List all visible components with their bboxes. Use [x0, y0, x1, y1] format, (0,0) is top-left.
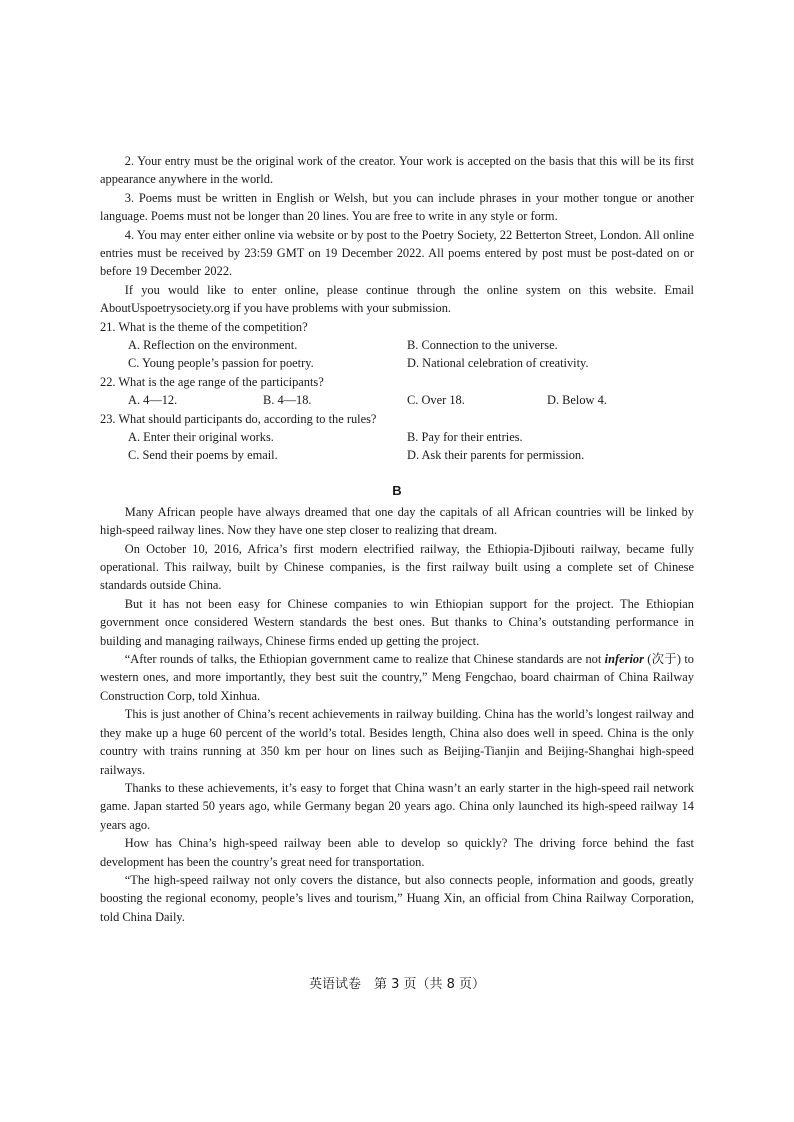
- quote-text: “After rounds of talks, the Ethiopian government came to realize that Chinese standards are not: [124, 652, 605, 667]
- question-stem: 22. What is the age range of the participants?: [100, 374, 324, 389]
- option-a: A. 4—12.: [128, 393, 178, 408]
- passage-paragraph: Thanks to these achievements, it’s easy to forget that China wasn’t an early starter in the high-speed rail network game. Japan started 50 years ago, while Germany began 20 years ago. China only launched its high-speed railway 14 years ago.: [100, 780, 694, 832]
- page-footer: 英语试卷 第 3 页（共 8 页）: [308, 977, 486, 992]
- passage-paragraph: “The high-speed railway not only covers the distance, but also connects people, information and goods, greatly boosting the regional economy, people’s lives and tourism,” Huang Xin, an official from China Railway Corporation, told China Daily.: [100, 872, 694, 924]
- option-c: C. Send their poems by email.: [128, 448, 278, 463]
- question-stem: 23. What should participants do, according to the rules?: [100, 411, 377, 426]
- question-22: [100, 373, 694, 410]
- option-c: C. Over 18.: [407, 393, 465, 408]
- option-a: A. Reflection on the environment.: [128, 338, 298, 353]
- option-a: A. Enter their original works.: [128, 430, 274, 445]
- passage-paragraph: On October 10, 2016, Africa’s first modern electrified railway, the Ethiopia-Djibouti railway, became fully operational. This railway, built by Chinese companies, is the first railway built using a complete set of Chinese standards outside China.: [100, 541, 694, 593]
- question-23: [100, 410, 694, 465]
- passage-paragraph: [100, 650, 694, 705]
- passage-paragraph: How has China’s high-speed railway been able to develop so quickly? The driving force behind the fast development has been the country’s great need for transportation.: [100, 836, 694, 869]
- option-b: B. Pay for their entries.: [407, 430, 523, 445]
- passage-paragraph: This is just another of China’s recent achievements in railway building. China has the world’s longest railway and they make up a huge 60 percent of the world’s total. Besides length, China also does well in speed. China is the only country with trains running at 350 km per hour on lines such as Beijing-Tianjin and Beijing-Shanghai high-speed railways.: [100, 707, 694, 777]
- rule-paragraph: If you would like to enter online, please continue through the online system on this website. Email AboutUspoetrysociety.org if you have problems with your submission.: [100, 282, 694, 316]
- vocab-word: inferior: [604, 652, 644, 667]
- option-b: B. 4—18.: [263, 393, 312, 408]
- option-d: D. Ask their parents for permission.: [407, 448, 585, 463]
- passage-paragraph: But it has not been easy for Chinese companies to win Ethiopian support for the project. The Ethiopian government once considered Western standards the best ones. But thanks to China’s outstanding performance in building and managing railways, Chinese firms ended up getting the project.: [100, 596, 694, 648]
- option-d: D. National celebration of creativity.: [407, 356, 589, 371]
- quote-text: (次于) to western ones, and more importantly, they best suit the country,” Meng Fengchao, board chairman of China Railway Construction Corp, told Xinhua.: [100, 652, 694, 703]
- option-c: C. Young people’s passion for poetry.: [128, 356, 314, 371]
- rule-paragraph: 2. Your entry must be the original work of the creator. Your work is accepted on the basis that this will be its first appearance anywhere in the world.: [100, 154, 694, 187]
- option-d: D. Below 4.: [547, 393, 607, 408]
- option-b: B. Connection to the universe.: [407, 338, 558, 353]
- exam-page: [100, 152, 694, 926]
- rule-paragraph: 4. You may enter either online via website or by post to the Poetry Society, 22 Betterton Street, London. All online entries must be received by 23:59 GMT on 19 December 2022. All poems entered by post must be post-dated on or before 19 December 2022.: [100, 227, 694, 279]
- question-stem: 21. What is the theme of the competition?: [100, 319, 308, 334]
- passage-paragraph: Many African people have always dreamed that one day the capitals of all African countries will be linked by high-speed railway lines. Now they have one step closer to realizing that dream.: [100, 504, 694, 538]
- section-heading: B: [392, 482, 402, 498]
- question-21: [100, 318, 694, 373]
- rule-paragraph: 3. Poems must be written in English or Welsh, but you can include phrases in your mother tongue or another language. Poems must not be longer than 20 lines. You are free to write in any style or form.: [100, 190, 694, 224]
